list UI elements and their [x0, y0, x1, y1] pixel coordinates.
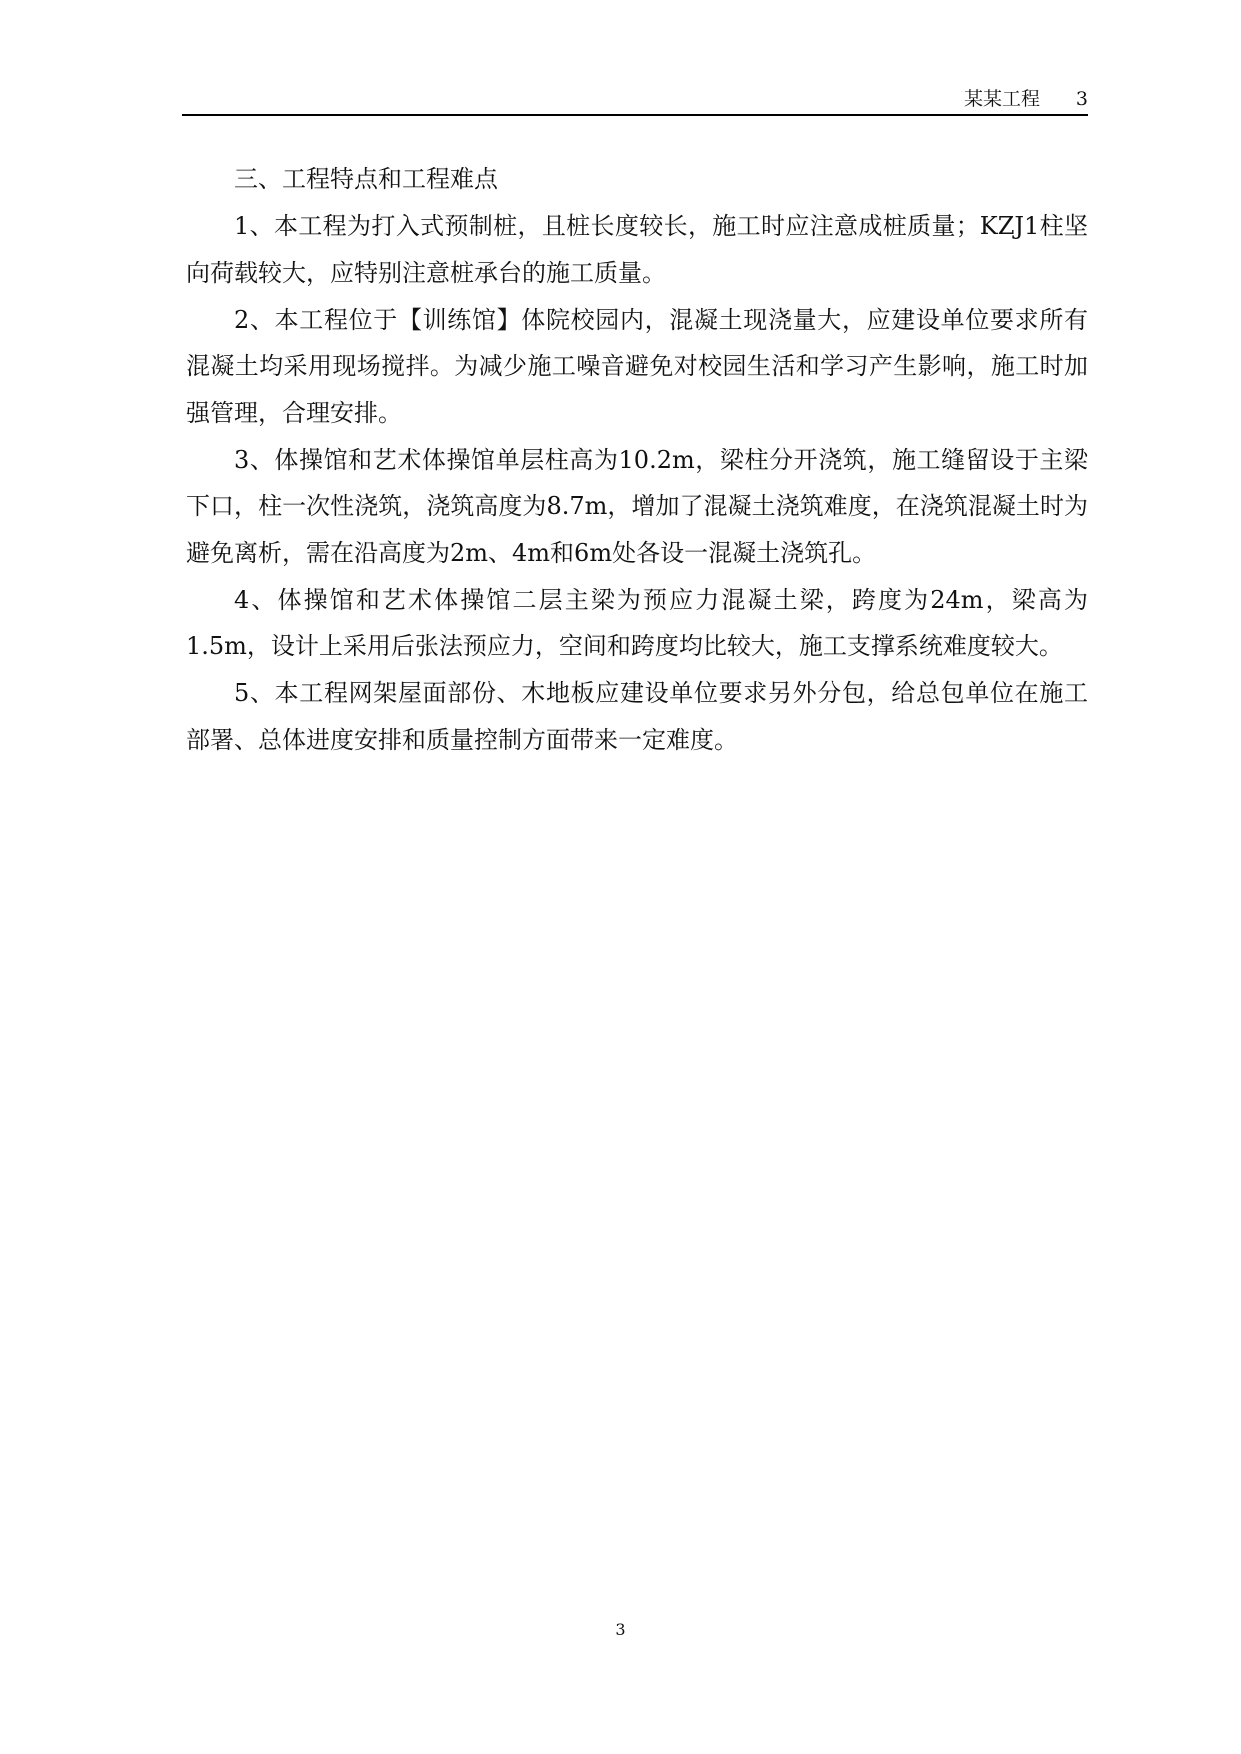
paragraph-3: 3、体操馆和艺术体操馆单层柱高为10.2m，梁柱分开浇筑，施工缝留设于主梁下口，柱一次性浇筑，浇筑高度为8.7m，增加了混凝土浇筑难度，在浇筑混凝土时为避免离析，需在沿高度为2m、4m和6m处各设一混凝土浇筑孔。 — [186, 445, 1088, 567]
paragraph-2: 2、本工程位于【训练馆】体院校园内，混凝土现浇量大，应建设单位要求所有混凝土均采用现场搅拌。为减少施工噪音避免对校园生活和学习产生影响，施工时加强管理，合理安排。 — [186, 305, 1088, 427]
document-body — [186, 156, 1088, 764]
paragraph-1: 1、本工程为打入式预制桩，且桩长度较长，施工时应注意成桩质量；KZJ1柱坚向荷载较大，应特别注意桩承台的施工质量。 — [186, 212, 1088, 287]
header-page-number: 3 — [1075, 88, 1088, 110]
paragraph-5: 5、本工程网架屋面部份、木地板应建设单位要求另外分包，给总包单位在施工部署、总体进度安排和质量控制方面带来一定难度。 — [186, 679, 1088, 754]
page-header — [182, 84, 1088, 116]
footer-page-number: 3 — [615, 1620, 626, 1639]
section-heading: 三、工程特点和工程难点 — [234, 165, 498, 193]
header-title: 某某工程 — [963, 88, 1040, 110]
paragraph-4: 4、体操馆和艺术体操馆二层主梁为预应力混凝土梁，跨度为24m，梁高为1.5m，设计上采用后张法预应力，空间和跨度均比较大，施工支撑系统难度较大。 — [186, 585, 1088, 660]
